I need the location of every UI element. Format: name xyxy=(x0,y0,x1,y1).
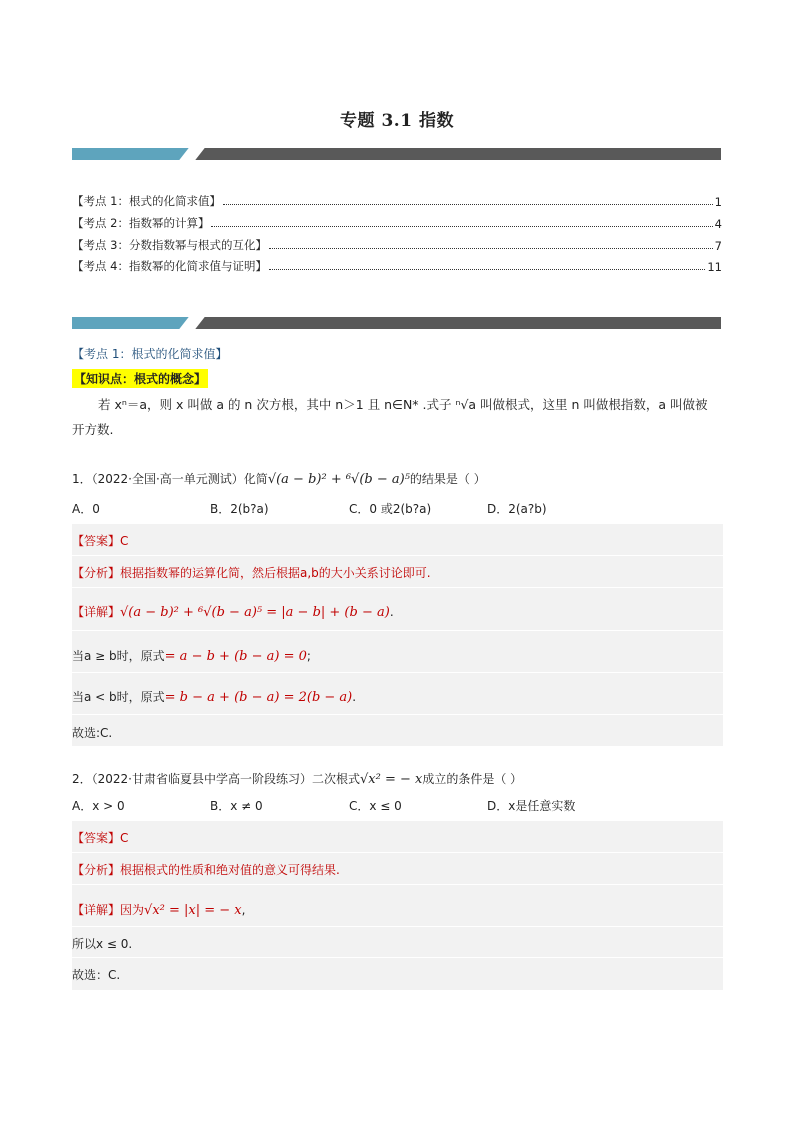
section-divider-band xyxy=(72,317,721,329)
q1-stem: 1．（2022·全国·高一单元测试）化简√(a − b)² + ⁶√(b − a)⁵的结果是（ ） xyxy=(72,472,486,487)
q1-detail: 【详解】√(a − b)² + ⁶√(b − a)⁵ = |a − b| + (b − a). xyxy=(72,605,394,620)
q1-stem-math: √(a − b)² + ⁶√(b − a)⁵ xyxy=(267,472,410,487)
q2-detail: 【详解】因为√x² = |x| = − x, xyxy=(72,903,246,918)
toc-item-4[interactable]: 【考点 4：指数幂的化简求值与证明】 11 xyxy=(72,259,722,274)
q2-stem-math: √x² = − x xyxy=(360,772,423,787)
q2-line-2: 所以x ≤ 0. xyxy=(72,937,133,951)
q2-option-c[interactable]: C．x ≤ 0 xyxy=(349,799,402,813)
q1-analysis: 【分析】根据指数幂的运算化简，然后根据a,b的大小关系讨论即可. xyxy=(72,566,431,580)
header-divider-band xyxy=(72,148,721,160)
q1-solution-block xyxy=(72,524,723,746)
toc-item-3[interactable]: 【考点 3：分数指数幂与根式的互化】 7 xyxy=(72,238,722,253)
q2-option-a[interactable]: A．x > 0 xyxy=(72,799,125,813)
q1-option-d[interactable]: D．2(a?b) xyxy=(487,502,547,516)
toc-item-1[interactable]: 【考点 1：根式的化简求值】 1 xyxy=(72,194,722,209)
section-heading: 【考点 1：根式的化简求值】 xyxy=(72,347,228,361)
q1-option-b[interactable]: B．2(b?a) xyxy=(210,502,269,516)
concept-line-2: 开方数. xyxy=(72,422,114,437)
concept-line-1: 若 xⁿ＝a，则 x 叫做 a 的 n 次方根，其中 n＞1 且 n∈N* .式子 ⁿ√a 叫做根式，这里 n 叫做根指数，a 叫做被 xyxy=(98,397,708,412)
q1-option-a[interactable]: A．0 xyxy=(72,502,100,516)
q1-case-1: 当a ≥ b时，原式= a − b + (b − a) = 0; xyxy=(72,649,311,664)
q2-option-d[interactable]: D．x是任意实数 xyxy=(487,799,576,813)
q2-conclusion: 故选：C. xyxy=(72,968,121,982)
knowledge-point-tag: 【知识点：根式的概念】 xyxy=(72,369,208,388)
q2-analysis: 【分析】根据根式的性质和绝对值的意义可得结果. xyxy=(72,863,340,877)
q1-option-c[interactable]: C．0 或2(b?a) xyxy=(349,502,432,516)
q1-conclusion: 故选:C. xyxy=(72,726,113,740)
q2-stem: 2．（2022·甘肃省临夏县中学高一阶段练习）二次根式√x² = − x成立的条件是（ ） xyxy=(72,772,523,787)
q2-option-b[interactable]: B．x ≠ 0 xyxy=(210,799,263,813)
q2-answer: 【答案】C xyxy=(72,831,129,845)
page-title: 专题 3.1 指数 xyxy=(340,111,454,131)
q1-case-2: 当a < b时，原式= b − a + (b − a) = 2(b − a). xyxy=(72,690,357,705)
q1-answer: 【答案】C xyxy=(72,534,129,548)
toc-item-2[interactable]: 【考点 2：指数幂的计算】 4 xyxy=(72,216,722,231)
